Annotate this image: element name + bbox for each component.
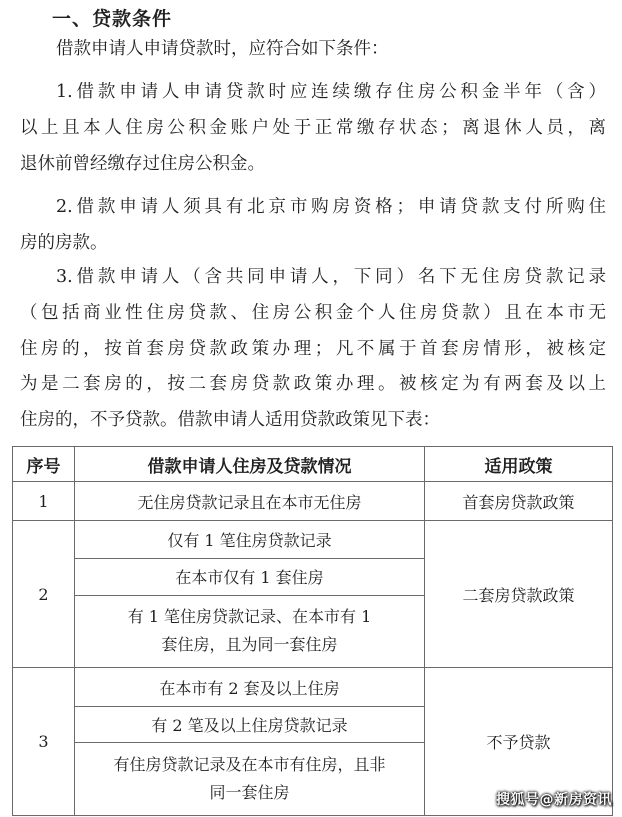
condition-3-line-5: 住房的，不予贷款。借款申请人适用贷款政策见下表： — [20, 410, 440, 430]
situation-cell: 有住房贷款记录及在本市有住房，且非同一套住房 — [75, 743, 425, 816]
situation-cell: 有 2 笔及以上住房贷款记录 — [75, 706, 425, 742]
condition-3-line-1: 3.借款申请人（含共同申请人，下同）名下无住房贷款记录 — [56, 267, 606, 287]
situation-cell: 有 1 笔住房贷款记录、在本市有 1 套住房，且为同一套住房 — [75, 595, 425, 668]
serial-cell: 2 — [13, 520, 75, 668]
table-row — [13, 520, 613, 558]
header-situation: 借款申请人住房及贷款情况 — [75, 447, 425, 482]
condition-2-line-2: 房的房款。 — [20, 233, 108, 253]
condition-3-line-2: （包括商业性住房贷款、住房公积金个人住房贷款）且在本市无 — [20, 303, 606, 323]
header-serial: 序号 — [13, 447, 75, 482]
condition-1-line-3: 退休前曾经缴存过住房公积金。 — [20, 154, 265, 174]
condition-3-line-4: 为是二套房的，按二套房贷款政策办理。被核定为有两套及以上 — [20, 374, 606, 394]
header-policy: 适用政策 — [425, 447, 613, 482]
policy-cell: 首套房贷款政策 — [425, 482, 613, 520]
table-header-row — [13, 447, 613, 482]
policy-cell: 二套房贷款政策 — [425, 520, 613, 668]
serial-cell: 3 — [13, 668, 75, 816]
section-heading: 一、贷款条件 — [52, 8, 173, 30]
condition-3-line-3: 住房的，按首套房贷款政策办理；凡不属于首套房情形，被核定 — [20, 339, 606, 359]
situation-cell: 无住房贷款记录且在本市无住房 — [75, 482, 425, 520]
table-row — [13, 668, 613, 706]
condition-1-line-2: 以上且本人住房公积金账户处于正常缴存状态；离退休人员，离 — [20, 118, 606, 138]
situation-cell: 在本市有 2 套及以上住房 — [75, 668, 425, 706]
condition-1-line-1: 1.借款申请人申请贷款时应连续缴存住房公积金半年（含） — [56, 82, 606, 102]
table-row — [13, 482, 613, 520]
serial-cell: 1 — [13, 482, 75, 520]
intro-line: 借款申请人申请贷款时，应符合如下条件： — [56, 39, 389, 59]
loan-policy-table — [12, 446, 613, 816]
condition-2-line-1: 2.借款申请人须具有北京市购房资格；申请贷款支付所购住 — [56, 197, 606, 217]
situation-cell: 在本市仅有 1 套住房 — [75, 559, 425, 595]
situation-cell: 仅有 1 笔住房贷款记录 — [75, 520, 425, 558]
source-watermark: 搜狐号@新房资讯 — [496, 792, 612, 808]
policy-cell: 不予贷款 — [425, 668, 613, 816]
